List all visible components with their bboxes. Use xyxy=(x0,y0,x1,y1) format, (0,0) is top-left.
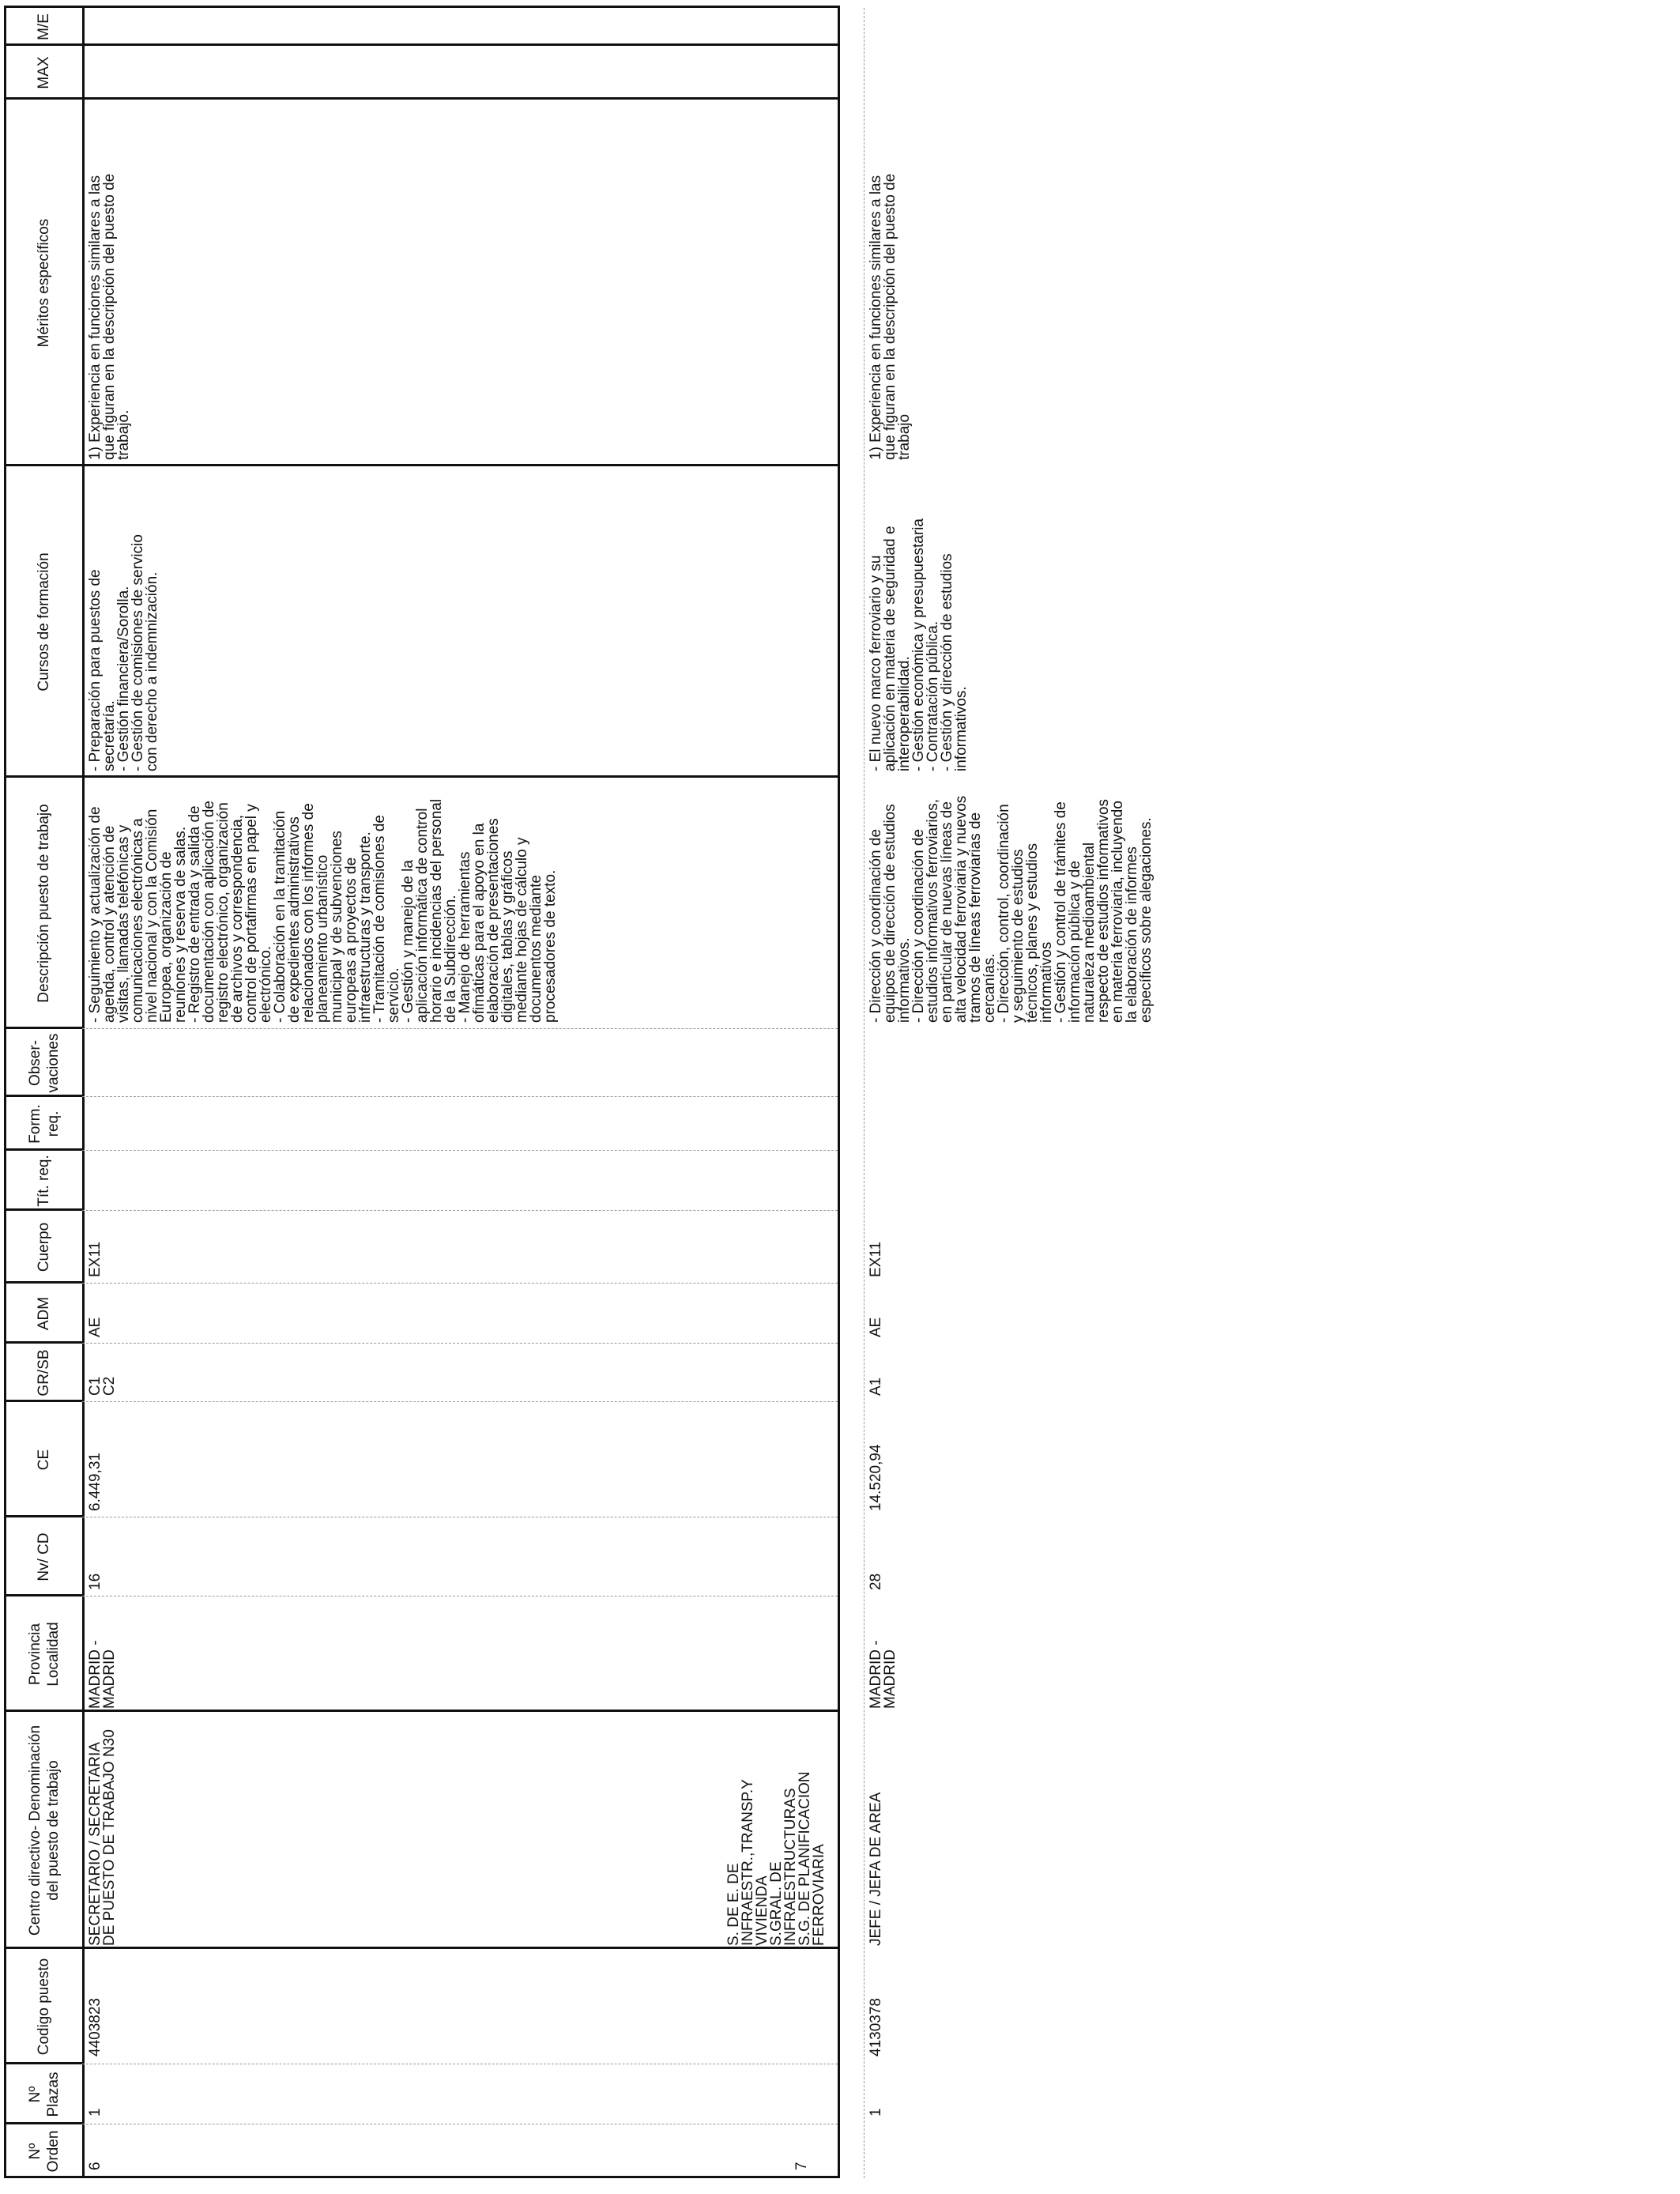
col-line xyxy=(4,1027,82,1029)
header-tit: Tít. req. xyxy=(36,1155,52,1207)
row6-plazas: 1 xyxy=(87,2108,104,2117)
row7-nv: 28 xyxy=(868,1573,884,1590)
row6-cuerpo: EX11 xyxy=(87,1241,104,1277)
header-meritos: Méritos específicos xyxy=(36,218,52,348)
row6-adm: AE xyxy=(87,1317,104,1337)
row6-orden: 6 xyxy=(87,2162,104,2170)
col-line xyxy=(4,1281,82,1284)
row6-ce: 6.449,31 xyxy=(87,1453,104,1511)
header-adm: ADM xyxy=(36,1296,52,1331)
col-line xyxy=(4,1095,82,1097)
row7-ce: 14.520,94 xyxy=(868,1444,884,1511)
row6-tit xyxy=(89,1152,120,1208)
row7-plazas: 1 xyxy=(868,2108,884,2117)
centro-group: S. DE E. DE INFRAESTR.,TRANSP.Y VIVIENDA S.GRAL. DE INFRAESTRUCTURAS S.G. DE PLANIFICACION FERROVIARIA xyxy=(725,1771,827,1946)
col-line xyxy=(4,1341,82,1344)
row7-adm: AE xyxy=(868,1317,884,1337)
header-desc: Descripción puesto de trabajo xyxy=(36,804,52,1003)
col-line xyxy=(4,2122,82,2124)
col-line xyxy=(82,1210,838,1211)
col-line xyxy=(82,1028,838,1029)
col-line xyxy=(82,1096,838,1097)
row6-obs xyxy=(89,1031,120,1094)
row6-centro: SECRETARIO / SECRETARIA DE PUESTO DE TRABAJO N30 xyxy=(87,1729,118,1946)
col-line xyxy=(4,1515,82,1517)
col-line xyxy=(4,1947,840,1949)
header-form: Form. req. xyxy=(26,1104,62,1144)
col-line xyxy=(4,43,840,46)
header-bottom-border xyxy=(82,8,85,2178)
header-provincia: Provincia Localidad xyxy=(26,1622,62,1687)
row7-provincia: MADRID - MADRID xyxy=(868,1640,898,1709)
header-codigo: Codigo puesto xyxy=(36,1958,52,2056)
row7-centro: JEFE / JEFA DE AREA xyxy=(868,1792,884,1946)
col-line xyxy=(4,1594,82,1596)
col-line xyxy=(4,1710,840,1712)
row6-nv: 16 xyxy=(87,1573,104,1590)
row6-me xyxy=(89,8,120,43)
row6-provincia: MADRID - MADRID xyxy=(87,1640,118,1709)
col-line xyxy=(4,1208,82,1211)
col-line xyxy=(82,1343,838,1344)
row7-form xyxy=(869,1099,901,1148)
header-grsb: GR/SB xyxy=(36,1349,52,1397)
table-bottom-border xyxy=(838,8,840,2178)
row6-max xyxy=(89,47,120,96)
col-line xyxy=(4,2062,82,2064)
row6-cursos: - Preparación para puestos de secretaría. - Gestión financiera/Sorolla. - Gestión de comisiones de servicio con derecho a indemnización. xyxy=(87,534,160,771)
row7-meritos: 1) Experiencia en funciones similares a las que figuran en la descripción del puesto de trabajo xyxy=(868,173,913,460)
col-line xyxy=(4,464,840,466)
header-ce: CE xyxy=(36,1449,52,1471)
row7-cursos: - El nuevo marco ferroviario y su aplicación en materia de seguridad e interoperabilidad. - Gestión económica y presupuestaria - Contratación pública. - Gestión y dirección de estudios informativos. xyxy=(868,518,970,771)
col-line xyxy=(4,1400,82,1402)
row7-desc: - Dirección y coordinación de equipos de dirección de estudios informativos. - Dirección y coordinación de estudios informativos ferroviarios, en particular de nuevas líneas de alta velocidad ferroviaria y nuevos tramos de líneas ferroviarias de cercanías. - Dirección, control, coordinación y seguimiento de estudios técnicos, planes y estudios informativos - Gestión y control de trámites de información pública y de naturaleza medioambiental respecto de estudios informativos en materia ferroviaria, incluyendo la elaboración de informes específicos sobre alegaciones. xyxy=(868,795,1155,1023)
col-line xyxy=(82,1283,838,1284)
row7-cuerpo: EX11 xyxy=(868,1241,884,1277)
row7-me xyxy=(869,8,901,43)
header-centro: Centro directivo- Denominación del puesto de trabajo xyxy=(26,1725,62,1936)
row7-max xyxy=(869,47,901,96)
header-max: MAX xyxy=(36,56,52,89)
col-line xyxy=(4,2176,840,2178)
col-line xyxy=(82,1401,838,1402)
header-plazas: Nº Plazas xyxy=(26,2071,62,2117)
header-cuerpo: Cuerpo xyxy=(36,1222,52,1272)
header-me: M/E xyxy=(36,13,52,40)
row7-orden: 7 xyxy=(793,2162,810,2170)
row6-meritos: 1) Experiencia en funciones similares a las que figuran en la descripción del puesto de trabajo. xyxy=(87,173,132,460)
row7-codigo: 4130378 xyxy=(868,1998,884,2056)
col-line xyxy=(4,775,840,778)
row6-form xyxy=(89,1099,120,1148)
header-nv: Nv/ CD xyxy=(36,1532,52,1581)
row6-codigo: 4403823 xyxy=(87,1998,104,2056)
row7-grsb: A1 xyxy=(868,1377,884,1396)
row7-obs xyxy=(869,1031,901,1094)
col-line xyxy=(4,1148,82,1151)
header-obs: Obser- vaciones xyxy=(26,1033,62,1093)
row6-desc: - Seguimiento y actualización de agenda, control y atención de visitas, llamadas telefónicas y comunicaciones electrónicas a nivel nacional y con la Comisión Europea, organización de reuniones y reserva de salas. - Registro de entrada y salida de documentación con aplicación de registro electrónico, organización de archivos y correspondencia, control de portafirmas en papel y electrónico. - Colaboración en la tramitación de expedientes administrativos relacionados con los informes de planeamiento urbanístico municipal y de subvenciones europeas a proyectos de infraestructuras y transporte. - Tramitación de comisiones de servicio. - Gestión y manejo de la aplicación informática de control horario e incidencias del personal de la Subdirección. - Manejo de herramientas ofimáticas para el apoyo en la elaboración de presentaciones digitales, tablas y gráficos mediante hojas de cálculo y documentos mediante procesadores de texto. xyxy=(87,798,559,1023)
col-line xyxy=(82,1150,838,1151)
row7-tit xyxy=(869,1152,901,1208)
header-cursos: Cursos de formación xyxy=(36,552,52,692)
col-line xyxy=(4,6,840,8)
table-top-border xyxy=(4,8,6,2178)
header-orden: Nº Orden xyxy=(26,2130,62,2173)
row6-grsb: C1 C2 xyxy=(87,1376,118,1396)
col-line xyxy=(4,97,840,100)
